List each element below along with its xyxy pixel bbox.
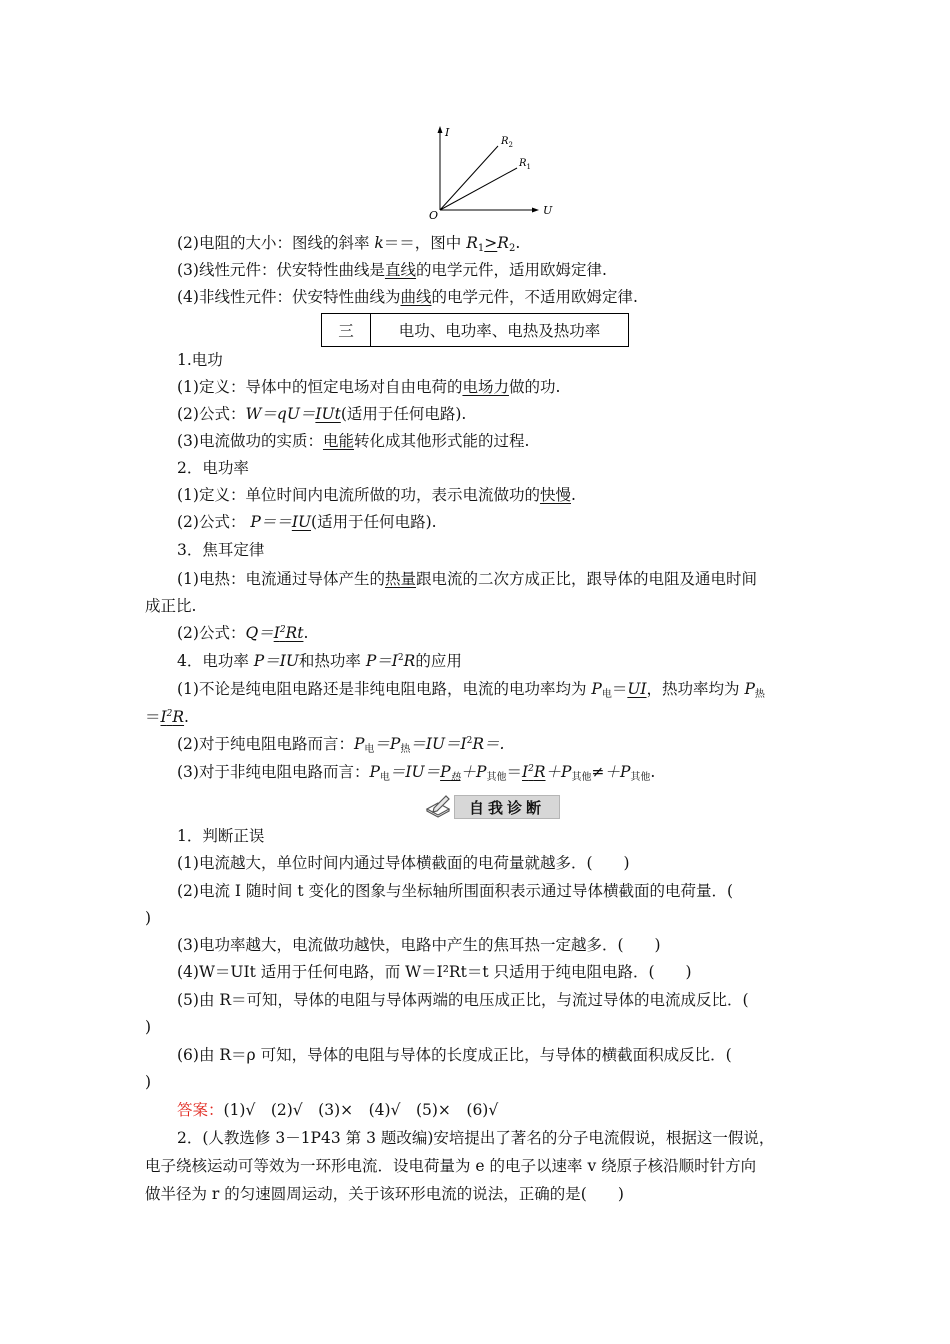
apply-point-2: (2)对于纯电阻电路而言：$P_电=P_热=IU=I^2R=$. xyxy=(177,735,505,755)
answer-label: 答案： xyxy=(177,1101,224,1119)
work-formula: (2)公式：W＝qU＝IUt(适用于任何电路). xyxy=(177,405,467,423)
y-arrow xyxy=(438,126,443,133)
x-arrow xyxy=(532,208,539,213)
joule-heading: 3．焦耳定律 xyxy=(177,541,265,559)
r2-label: $R_2$ xyxy=(501,136,513,149)
r1-label: $R_1$ xyxy=(519,158,531,171)
apply-heading: 4．电功率 P＝IU和热功率 $P=I^2R$的应用 xyxy=(177,652,462,670)
q1-item-1: (1)电流越大，单位时间内通过导体横截面的电荷量就越多．( ) xyxy=(177,854,630,872)
q1-item-5: (5)由 R＝可知，导体的电阻与导体两端的电压成正比，与流过导体的电流成反比．( xyxy=(177,991,749,1009)
q1-heading: 1．判断正误 xyxy=(177,827,265,845)
q2-line-3: 做半径为 r 的匀速圆周运动，关于该环形电流的说法，正确的是( ) xyxy=(145,1185,624,1203)
q1-item-5-cont: ) xyxy=(145,1018,152,1036)
joule-definition: (1)电热：电流通过导体产生的热量跟电流的二次方成正比，跟导体的电阻及通电时间 xyxy=(177,570,757,588)
work-definition: (1)定义：导体中的恒定电场对自由电荷的电场力做的功. xyxy=(177,378,561,396)
linear-element-line: (3)线性元件：伏安特性曲线是直线的电学元件，适用欧姆定律. xyxy=(177,261,607,279)
self-diagnosis-banner xyxy=(424,793,562,819)
pencil-book-icon xyxy=(424,793,454,819)
axis-y-label: I xyxy=(445,126,450,139)
q1-item-6: (6)由 R＝ρ 可知，导体的电阻与导体的长度成正比，与导体的横截面积成反比．( xyxy=(177,1046,732,1064)
apply-point-1: (1)不论是纯电阻电路还是非纯电阻电路，电流的电功率均为 $P_电=UI$，热功率均为 $P_热$ xyxy=(177,680,765,700)
section-number: 三 xyxy=(322,314,371,346)
line-r2 xyxy=(440,146,498,210)
power-formula: (2)公式： P＝＝IU(适用于任何电路). xyxy=(177,513,437,531)
joule-formula: (2)公式：$Q=I^2Rt$. xyxy=(177,624,309,642)
apply-point-1-cont: $=I^2R$. xyxy=(145,708,189,726)
banner-title: 自我诊断 xyxy=(454,795,560,819)
q1-item-4: (4)W＝UIt 适用于任何电路，而 W＝I²Rt＝t 只适用于纯电阻电路．( ) xyxy=(177,963,692,981)
q1-item-2: (2)电流 I 随时间 t 变化的图象与坐标轴所围面积表示通过导体横截面的电荷量．( xyxy=(177,882,734,900)
section-title: 电功、电功率、电热及热功率 xyxy=(398,322,601,340)
q2-line-2: 电子绕核运动可等效为一环形电流．设电荷量为 e 的电子以速率 v 绕原子核沿顺时针方向 xyxy=(145,1157,757,1175)
q1-item-2-cont: ) xyxy=(145,909,152,927)
q2-line-1: 2．(人教选修 3－1P43 第 3 题改编)安培提出了著名的分子电流假说，根据这一假说， xyxy=(177,1129,775,1147)
axis-x-label: U xyxy=(543,204,553,217)
nonlinear-element-line: (4)非线性元件：伏安特性曲线为曲线的电学元件，不适用欧姆定律. xyxy=(177,288,638,306)
power-definition: (1)定义：单位时间内电流所做的功，表示电流做功的快慢. xyxy=(177,486,576,504)
section-header-box xyxy=(321,313,629,347)
iu-graph xyxy=(425,122,565,222)
apply-point-3: (3)对于非纯电阻电路而言：$P_电=IU=P_热+P_{其他}=I^2R+P_{其他}\ne+P_{其他}$. xyxy=(177,763,656,783)
line-r1 xyxy=(440,168,517,210)
q1-item-3: (3)电功率越大，电流做功越快，电路中产生的焦耳热一定越多．( ) xyxy=(177,936,661,954)
q1-item-6-cont: ) xyxy=(145,1073,152,1091)
q1-answer: 答案：(1)√ (2)√ (3)× (4)√ (5)× (6)√ xyxy=(177,1101,499,1119)
joule-definition-cont: 成正比. xyxy=(145,597,197,615)
power-heading: 2．电功率 xyxy=(177,459,249,477)
work-essence: (3)电流做功的实质：电能转化成其他形式能的过程. xyxy=(177,432,530,450)
resistance-size-line: (2)电阻的大小：图线的斜率 k＝＝，图中 $R_1>R_2$. xyxy=(177,234,521,254)
origin-label: O xyxy=(429,209,439,222)
work-heading: 1.电功 xyxy=(177,351,223,369)
